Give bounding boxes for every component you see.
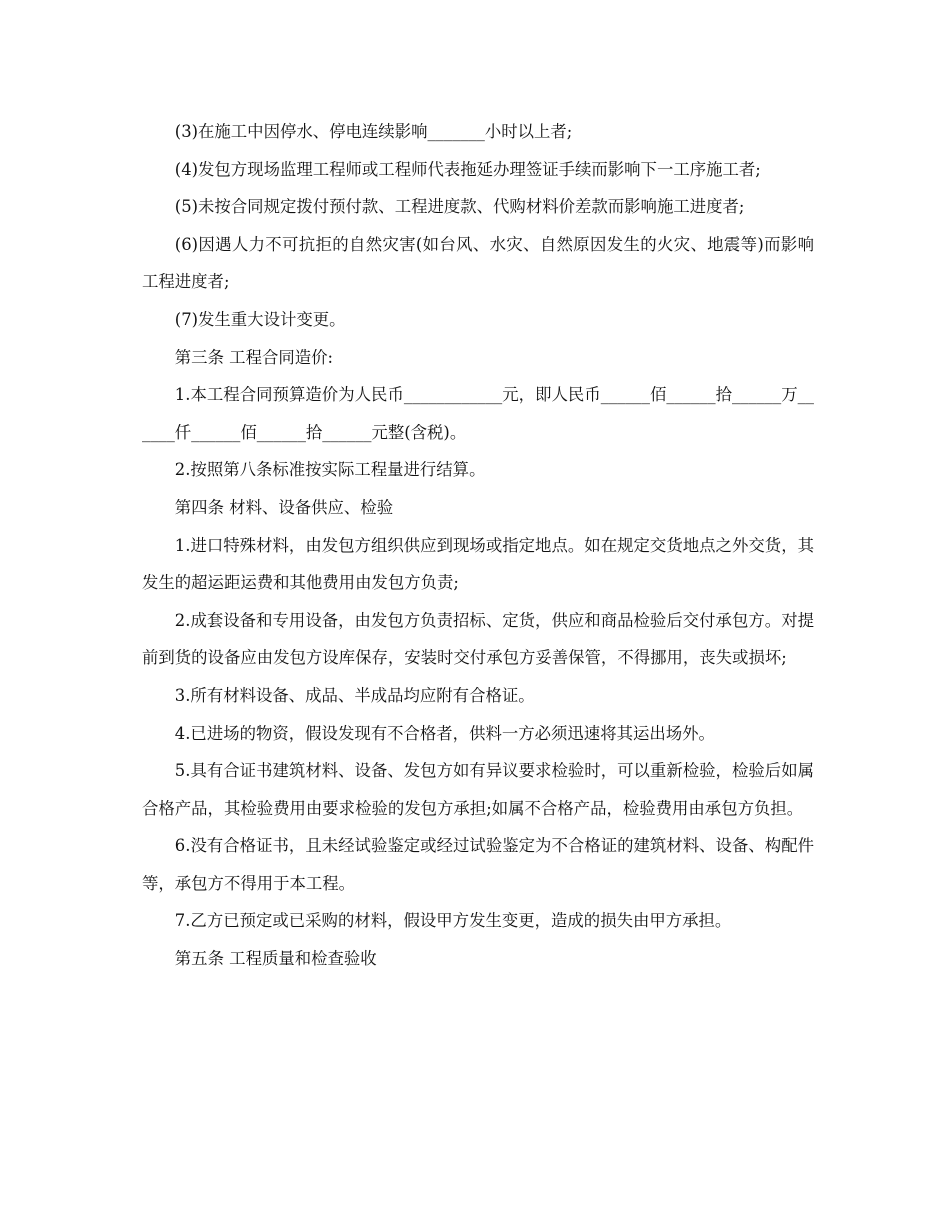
article-4-item-5: 5.具有合证书建筑材料、设备、发包方如有异议要求检验时，可以重新检验，检验后如属合格产品，其检验费用由要求检验的发包方承担;如属不合格产品，检验费用由承包方负担。 bbox=[142, 761, 814, 818]
clause-3-water-power-outage: (3)在施工中因停水、停电连续影响_______小时以上者; bbox=[174, 122, 573, 141]
article-5-heading: 第五条 工程质量和检查验收 bbox=[174, 949, 377, 969]
article-3-item-2-settlement: 2.按照第八条标准按实际工程量进行结算。 bbox=[174, 460, 486, 480]
clause-6-force-majeure: (6)因遇人力不可抗拒的自然灾害(如台风、水灾、自然原因发生的火灾、地震等)而影响工程进度者; bbox=[142, 234, 814, 292]
article-4-heading: 第四条 材料、设备供应、检验 bbox=[174, 497, 394, 517]
article-3-item-1-contract-price: 1.本工程合同预算造价为人民币____________元，即人民币______佰______拾______万______仟______佰______拾______元整(含税)。 bbox=[142, 385, 814, 442]
clause-5-payment-delay: (5)未按合同规定拨付预付款、工程进度款、代购材料价差款而影响施工进度者; bbox=[174, 197, 745, 217]
article-4-item-1: 1.进口特殊材料，由发包方组织供应到现场或指定地点。如在规定交货地点之外交货，其发生的超运距运费和其他费用由发包方负责; bbox=[142, 535, 814, 593]
clause-4-supervisor-delay: (4)发包方现场监理工程师或工程师代表拖延办理签证手续而影响下一工序施工者; bbox=[174, 159, 761, 179]
article-4-item-7: 7.乙方已预定或已采购的材料，假设甲方发生变更，造成的损失由甲方承担。 bbox=[174, 911, 732, 931]
document-body bbox=[142, 113, 814, 978]
article-4-item-4: 4.已进场的物资，假设发现有不合格者，供料一方必须迅速将其运出场外。 bbox=[174, 723, 715, 743]
article-3-heading: 第三条 工程合同造价: bbox=[174, 347, 334, 367]
article-4-item-3: 3.所有材料设备、成品、半成品均应附有合格证。 bbox=[174, 685, 535, 705]
article-4-item-2: 2.成套设备和专用设备，由发包方负责招标、定货，供应和商品检验后交付承包方。对提前到货的设备应由发包方设库保存，安装时交付承包方妥善保管，不得挪用，丧失或损坏; bbox=[142, 610, 814, 668]
clause-7-design-change: (7)发生重大设计变更。 bbox=[174, 309, 346, 329]
article-4-item-6: 6.没有合格证书，且未经试验鉴定或经过试验鉴定为不合格证的建筑材料、设备、构配件等，承包方不得用于本工程。 bbox=[142, 836, 814, 893]
